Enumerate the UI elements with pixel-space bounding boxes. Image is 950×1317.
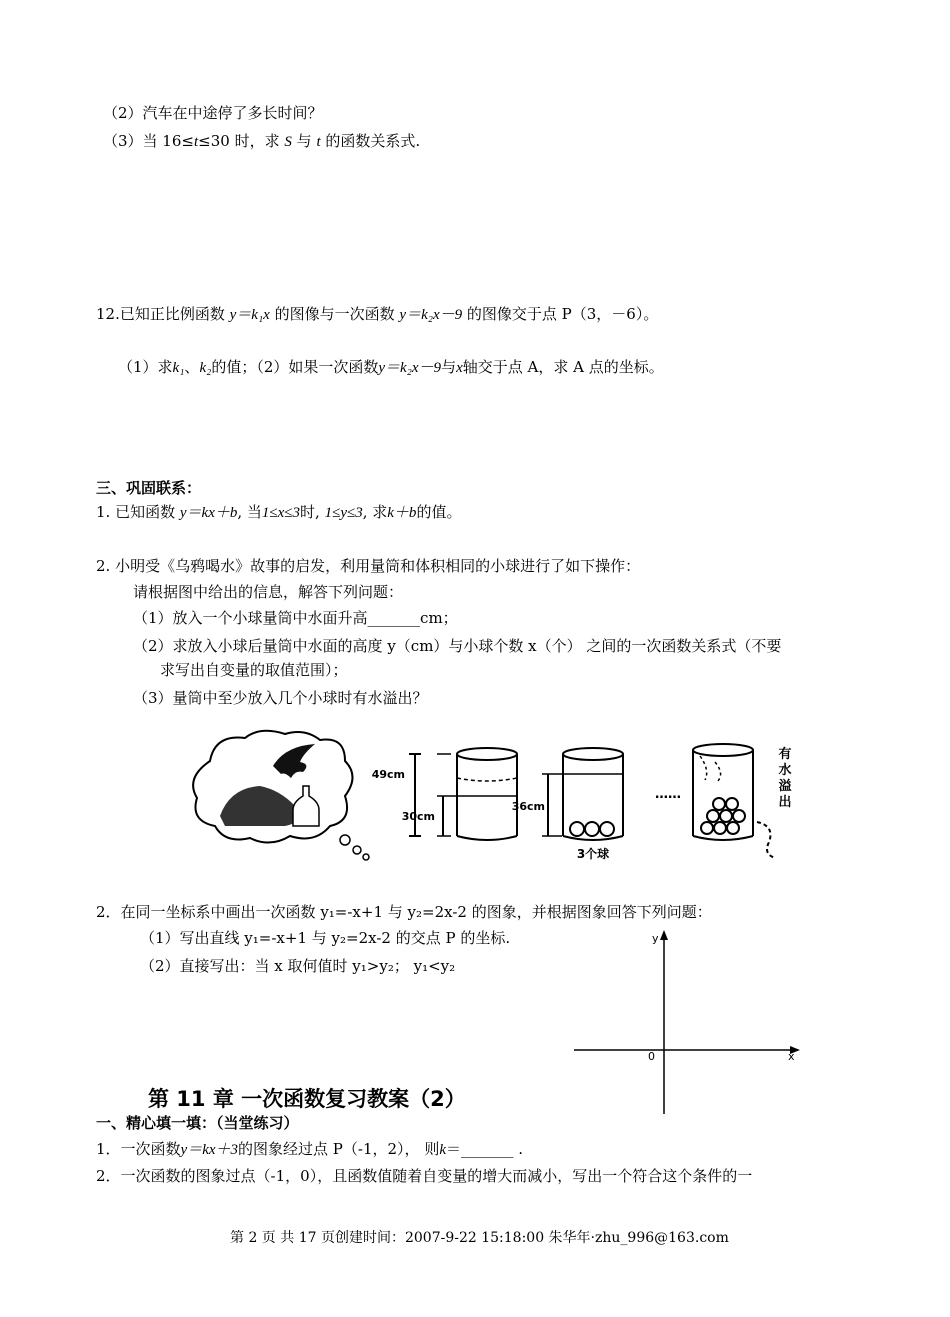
q12-parts: （1）求k₁、k₂的值；（2）如果一次函数y＝k₂x－9与x轴交于点 A，求 A 点的坐标。 (118, 358, 664, 376)
label-49cm: 49cm (371, 768, 405, 781)
label-30cm: 30cm (401, 810, 435, 823)
y-axis-label: y (652, 932, 659, 945)
section3-heading: 三、巩固联系： (96, 479, 202, 497)
section3-q2-line2: 请根据图中给出的信息，解答下列问题： (133, 583, 404, 601)
section3-q2-line1: 2. 小明受《乌鸦喝水》故事的启发，利用量筒和体积相同的小球进行了如下操作： (96, 557, 641, 575)
section3-q2-part2a: （2）求放入小球后量筒中水面的高度 y（cm）与小球个数 x（个） 之间的一次函数关系式（不要 (133, 637, 782, 655)
fill-q2: 2．一次函数的图象过点（-1，0），且函数值随着自变量的增大而减小，写出一个符合这个条件的一 (96, 1167, 753, 1185)
chapter-title: 第 11 章 一次函数复习教案（2） (148, 1087, 466, 1111)
ellipsis: …… (655, 787, 681, 802)
overflow-char-1: 有 (778, 747, 792, 762)
section3-q2-part3: （3）量筒中至少放入几个小球时有水溢出？ (133, 689, 428, 707)
q11-part2: （2）汽车在中途停了多长时间？ (103, 104, 323, 122)
origin-label: 0 (648, 1050, 655, 1063)
cylinder-3 (693, 744, 792, 858)
q2b-line1: 2．在同一坐标系中画出一次函数 y₁=-x+1 与 y₂=2x-2 的图象，并根据图象回答下列问题： (96, 903, 712, 921)
q2b-part2: （2）直接写出：当 x 取何值时 y₁>y₂； y₁<y₂ (140, 957, 456, 975)
fill-q1: 1．一次函数y＝kx＋3的图象经过点 P（-1，2）， 则k＝_______ . (96, 1140, 524, 1158)
overflow-char-2: 水 (778, 763, 792, 778)
section3-q2-part2b: 求写出自变量的取值范围）； (160, 661, 348, 679)
page-footer: 第 2 页 共 17 页创建时间：2007-9-22 15:18:00 朱华年·zhu_996@163.com (230, 1230, 729, 1246)
q2b-part1: （1）写出直线 y₁=-x+1 与 y₂=2x-2 的交点 P 的坐标. (140, 929, 511, 947)
label-36cm: 36cm (511, 800, 545, 813)
fill-section-heading: 一、精心填一填：（当堂练习） (96, 1114, 299, 1132)
cylinder-2 (512, 748, 623, 861)
section3-q1: 1. 已知函数 y＝kx＋b, 当1≤x≤3时, 1≤y≤3, 求k＋b的值。 (96, 503, 462, 521)
x-axis-label: x (788, 1050, 795, 1063)
overflow-char-4: 出 (778, 795, 792, 810)
overflow-char-3: 溢 (778, 779, 792, 794)
cylinder-1 (372, 748, 517, 840)
coordinate-axes (570, 926, 806, 1116)
section3-q2-part1: （1）放入一个小球量筒中水面升高_______cm； (133, 609, 458, 627)
crow-cloud-illustration (193, 731, 369, 860)
label-3-balls: 3个球 (576, 847, 610, 861)
q12-statement: 12.已知正比例函数 y＝k₁x 的图像与一次函数 y＝k₂x－9 的图像交于点 P（3，－6）。 (96, 305, 659, 323)
cylinder-figure (185, 726, 805, 866)
q11-part3: （3）当 16≤t≤30 时，求 S 与 t 的函数关系式. (103, 132, 421, 150)
